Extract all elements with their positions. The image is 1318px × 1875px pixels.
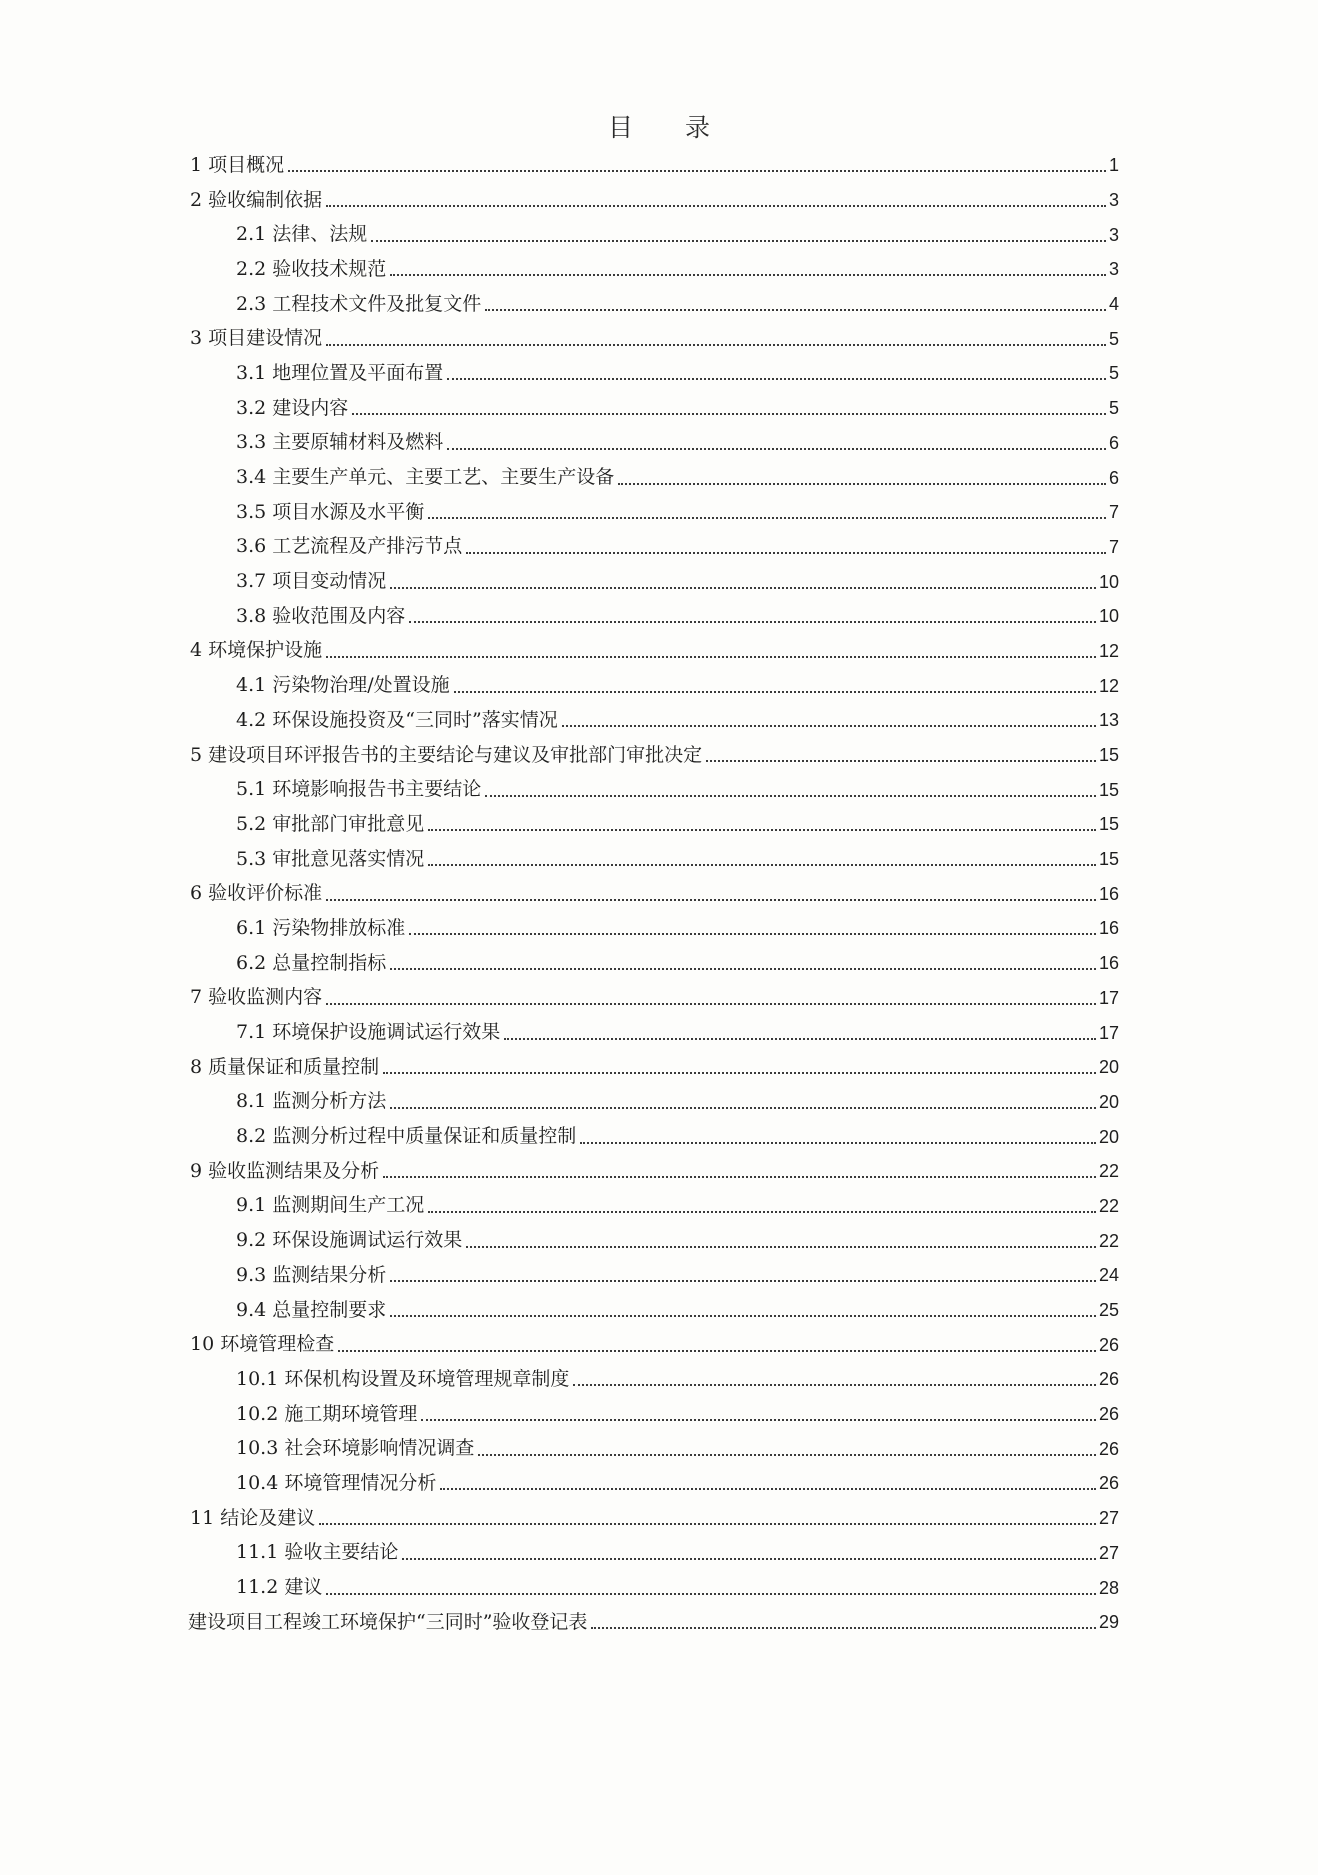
toc-entry-title: 验收评价标准: [208, 882, 323, 905]
toc-entry-title: 建设项目环评报告书的主要结论与建议及审批部门审批决定: [208, 743, 703, 766]
toc-entry: [0, 1293, 1119, 1328]
toc-entry: [0, 426, 1119, 461]
toc-entry-title: 监测分析过程中质量保证和质量控制: [272, 1125, 577, 1148]
toc-entry-number: 6.1: [236, 916, 273, 939]
toc-entry: [0, 911, 1119, 946]
toc-entry: [0, 876, 1119, 911]
toc-entry-page: 16: [1098, 883, 1119, 904]
toc-entry: [0, 530, 1119, 565]
dot-leader: [390, 274, 1106, 276]
toc-entry-title: 环境管理情况分析: [284, 1471, 437, 1494]
toc-entry-number: 9.2: [236, 1229, 273, 1252]
dot-leader: [562, 725, 1096, 727]
toc-entry: [0, 981, 1119, 1016]
toc-entry-page: 15: [1098, 814, 1119, 835]
toc-entry-page: 29: [1098, 1612, 1119, 1633]
toc-entry: [0, 1154, 1119, 1189]
toc-entry-title: 审批意见落实情况: [272, 847, 425, 870]
dot-leader: [390, 1315, 1096, 1317]
toc-entry-page: 7: [1108, 536, 1119, 557]
toc-entry-page: 25: [1098, 1300, 1119, 1321]
toc-entry-page: 24: [1098, 1265, 1119, 1286]
dot-leader: [466, 552, 1106, 554]
toc-entry-page: 20: [1098, 1091, 1119, 1112]
toc-entry-number: 2.3: [236, 292, 273, 315]
dot-leader: [326, 1593, 1096, 1595]
toc-entry-page: 10: [1098, 571, 1119, 592]
dot-leader: [478, 1454, 1096, 1456]
toc-entry-number: 3.1: [236, 361, 273, 384]
toc-entry-page: 16: [1098, 953, 1119, 974]
dot-leader: [326, 1003, 1096, 1005]
toc-entry-title: 建议: [284, 1576, 323, 1599]
toc-entry: [0, 287, 1119, 322]
toc-entry-page: 5: [1108, 398, 1119, 419]
toc-entry-page: 26: [1098, 1404, 1119, 1425]
toc-entry: [0, 1501, 1119, 1536]
toc-entry: [0, 564, 1119, 599]
toc-entry-title: 环保设施投资及“三同时”落实情况: [272, 708, 558, 731]
dot-leader: [428, 517, 1106, 519]
toc-entry-title: 工艺流程及产排污节点: [272, 535, 463, 558]
toc-entry-page: 20: [1098, 1057, 1119, 1078]
toc-entry-number: 3.4: [236, 466, 273, 489]
toc-entry-page: 10: [1098, 606, 1119, 627]
toc-entry-title: 审批部门审批意见: [272, 812, 425, 835]
toc-entry-page: 1: [1108, 155, 1119, 176]
toc-entry-number: 8.2: [236, 1125, 273, 1148]
toc-entry-number: 3.6: [236, 535, 273, 558]
toc-entry: [0, 252, 1119, 287]
toc-entry-title: 结论及建议: [220, 1506, 316, 1529]
toc-entry: [0, 217, 1119, 252]
toc-entry-page: 4: [1108, 294, 1119, 315]
toc-entry: [0, 183, 1119, 218]
dot-leader: [454, 691, 1096, 693]
toc-entry: [0, 460, 1119, 495]
toc-entry-page: 3: [1108, 190, 1119, 211]
toc-entry-page: 27: [1098, 1542, 1119, 1563]
toc-entry-title: 验收范围及内容: [272, 604, 406, 627]
toc-entry-number: 3.3: [236, 431, 273, 454]
toc-entry-number: 3.5: [236, 500, 273, 523]
toc-entry-page: 17: [1098, 1022, 1119, 1043]
dot-leader: [326, 205, 1106, 207]
toc-title: 目 录: [608, 113, 732, 142]
toc-entry-title: 环境保护设施调试运行效果: [272, 1021, 501, 1044]
toc-entry-title: 主要生产单元、主要工艺、主要生产设备: [272, 466, 615, 489]
toc-entry: [0, 1605, 1119, 1640]
toc-entry-page: 26: [1098, 1438, 1119, 1459]
dot-leader: [428, 829, 1096, 831]
toc-entry: [0, 703, 1119, 738]
toc-entry-number: 11.1: [236, 1541, 285, 1564]
toc-entry-number: 10.4: [236, 1471, 285, 1494]
toc-entry-number: 5.3: [236, 847, 273, 870]
toc-entry-page: 7: [1108, 502, 1119, 523]
dot-leader: [326, 656, 1096, 658]
toc-entry-number: 3.8: [236, 604, 273, 627]
toc-entry-number: 2.2: [236, 257, 273, 280]
toc-entry-title: 验收技术规范: [272, 257, 387, 280]
toc-entry: [0, 772, 1119, 807]
toc-entry-title: 总量控制指标: [272, 951, 387, 974]
toc-entry: [0, 391, 1119, 426]
dot-leader: [485, 309, 1106, 311]
toc-entry-number: 6: [190, 882, 209, 905]
toc-entry-number: 6.2: [236, 951, 273, 974]
toc-entry-title: 环境管理检查: [220, 1333, 335, 1356]
toc-entry: [0, 1570, 1119, 1605]
toc-entry-page: 12: [1098, 640, 1119, 661]
toc-entry-number: 10.3: [236, 1437, 285, 1460]
toc-entry: [0, 1015, 1119, 1050]
toc-entry-title: 环境保护设施: [208, 639, 323, 662]
dot-leader: [390, 1107, 1096, 1109]
toc-entry-number: 11: [190, 1506, 221, 1529]
dot-leader: [440, 1488, 1096, 1490]
toc-entry-title: 总量控制要求: [272, 1298, 387, 1321]
toc-entry-page: 3: [1108, 259, 1119, 280]
dot-leader: [706, 760, 1096, 762]
dot-leader: [580, 1142, 1096, 1144]
toc-entry-page: 5: [1108, 363, 1119, 384]
table-of-contents: [0, 148, 1318, 1640]
toc-entry-page: 26: [1098, 1473, 1119, 1494]
dot-leader: [326, 344, 1106, 346]
toc-entry-number: 3: [190, 327, 209, 350]
toc-entry: [0, 1189, 1119, 1224]
toc-entry-page: 3: [1108, 224, 1119, 245]
toc-entry-page: 26: [1098, 1334, 1119, 1355]
toc-entry: [0, 1258, 1119, 1293]
dot-leader: [288, 170, 1106, 172]
toc-entry-title: 验收监测内容: [208, 986, 323, 1009]
toc-entry-title: 环保设施调试运行效果: [272, 1229, 463, 1252]
toc-entry-title: 污染物排放标准: [272, 916, 406, 939]
toc-entry-title: 项目建设情况: [208, 327, 323, 350]
toc-entry-title: 验收主要结论: [284, 1541, 399, 1564]
dot-leader: [591, 1627, 1096, 1629]
dot-leader: [447, 378, 1106, 380]
toc-entry-number: 4.1: [236, 674, 273, 697]
toc-entry-title: 建设内容: [272, 396, 349, 419]
toc-entry-title: 项目水源及水平衡: [272, 500, 425, 523]
toc-entry-page: 17: [1098, 987, 1119, 1008]
toc-entry: [0, 842, 1119, 877]
dot-leader: [383, 1176, 1096, 1178]
toc-entry-number: 8: [190, 1055, 209, 1078]
dot-leader: [319, 1523, 1096, 1525]
toc-entry: [0, 1327, 1119, 1362]
toc-entry-number: 4: [190, 639, 209, 662]
toc-entry-title: 环境影响报告书主要结论: [272, 778, 482, 801]
toc-entry-number: 9: [190, 1159, 209, 1182]
toc-entry-title: 社会环境影响情况调查: [284, 1437, 475, 1460]
toc-entry: [0, 946, 1119, 981]
toc-entry: [0, 1397, 1119, 1432]
toc-entry: [0, 1466, 1119, 1501]
toc-entry: [0, 738, 1119, 773]
dot-leader: [447, 448, 1106, 450]
dot-leader: [326, 899, 1096, 901]
toc-entry: [0, 495, 1119, 530]
dot-leader: [466, 1246, 1096, 1248]
toc-entry-number: 8.1: [236, 1090, 273, 1113]
toc-entry: [0, 148, 1119, 183]
toc-entry-title: 质量保证和质量控制: [208, 1055, 380, 1078]
toc-entry-number: 1: [190, 153, 209, 176]
toc-entry-title: 地理位置及平面布置: [272, 361, 444, 384]
dot-leader: [618, 483, 1106, 485]
toc-entry: [0, 356, 1119, 391]
toc-entry: [0, 1362, 1119, 1397]
dot-leader: [390, 968, 1096, 970]
toc-entry-title: 主要原辅材料及燃料: [272, 431, 444, 454]
toc-entry-page: 15: [1098, 849, 1119, 870]
dot-leader: [573, 1384, 1096, 1386]
toc-entry-title: 项目变动情况: [272, 570, 387, 593]
toc-entry-page: 13: [1098, 710, 1119, 731]
dot-leader: [390, 1280, 1096, 1282]
toc-entry-title: 施工期环境管理: [284, 1402, 418, 1425]
dot-leader: [383, 1072, 1096, 1074]
toc-entry: [0, 1119, 1119, 1154]
toc-entry-number: 5.1: [236, 778, 273, 801]
toc-entry-page: 20: [1098, 1126, 1119, 1147]
dot-leader: [504, 1038, 1096, 1040]
toc-entry-title: 验收编制依据: [208, 188, 323, 211]
toc-entry: [0, 668, 1119, 703]
toc-entry-number: 10.1: [236, 1367, 285, 1390]
toc-entry: [0, 634, 1119, 669]
toc-entry: [0, 1536, 1119, 1571]
dot-leader: [421, 1419, 1096, 1421]
toc-entry-title: 法律、法规: [272, 223, 368, 246]
toc-entry-title: 项目概况: [208, 153, 285, 176]
toc-entry: [0, 321, 1119, 356]
toc-entry-number: 2: [190, 188, 209, 211]
dot-leader: [371, 240, 1106, 242]
toc-entry-page: 12: [1098, 675, 1119, 696]
toc-entry-title: 环保机构设置及环境管理规章制度: [284, 1367, 570, 1390]
dot-leader: [428, 864, 1096, 866]
toc-entry-number: 10.2: [236, 1402, 285, 1425]
toc-entry: [0, 599, 1119, 634]
toc-entry-title: 监测结果分析: [272, 1263, 387, 1286]
toc-entry-number: 5: [190, 743, 209, 766]
toc-entry: [0, 1085, 1119, 1120]
dot-leader: [390, 587, 1096, 589]
toc-entry-number: 9.3: [236, 1263, 273, 1286]
dot-leader: [352, 413, 1106, 415]
toc-entry-page: 6: [1108, 467, 1119, 488]
toc-entry-page: 22: [1098, 1161, 1119, 1182]
dot-leader: [338, 1350, 1096, 1352]
toc-entry-page: 22: [1098, 1230, 1119, 1251]
toc-entry: [0, 1050, 1119, 1085]
toc-entry-number: 7.1: [236, 1021, 273, 1044]
toc-entry-number: 9.4: [236, 1298, 273, 1321]
toc-entry: [0, 807, 1119, 842]
toc-entry-title: 监测期间生产工况: [272, 1194, 425, 1217]
toc-entry-number: 2.1: [236, 223, 273, 246]
toc-entry-page: 16: [1098, 918, 1119, 939]
toc-entry-page: 15: [1098, 779, 1119, 800]
toc-entry: [0, 1223, 1119, 1258]
toc-entry-number: 5.2: [236, 812, 273, 835]
toc-entry-page: 27: [1098, 1508, 1119, 1529]
toc-entry-page: 5: [1108, 328, 1119, 349]
toc-entry-number: 9.1: [236, 1194, 273, 1217]
toc-entry-title: 监测分析方法: [272, 1090, 387, 1113]
toc-entry-title: 验收监测结果及分析: [208, 1159, 380, 1182]
dot-leader: [402, 1558, 1096, 1560]
toc-entry-number: 3.7: [236, 570, 273, 593]
toc-entry-number: 7: [190, 986, 209, 1009]
toc-entry-number: 11.2: [236, 1576, 285, 1599]
toc-entry-title: 工程技术文件及批复文件: [272, 292, 482, 315]
toc-entry-number: 3.2: [236, 396, 273, 419]
toc-entry-number: 4.2: [236, 708, 273, 731]
toc-entry-page: 6: [1108, 432, 1119, 453]
dot-leader: [409, 621, 1096, 623]
toc-entry-page: 15: [1098, 745, 1119, 766]
toc-entry-page: 22: [1098, 1195, 1119, 1216]
toc-entry-page: 26: [1098, 1369, 1119, 1390]
dot-leader: [409, 933, 1096, 935]
dot-leader: [428, 1211, 1096, 1213]
dot-leader: [485, 795, 1096, 797]
toc-entry-page: 28: [1098, 1577, 1119, 1598]
toc-entry-title: 污染物治理/处置设施: [272, 674, 450, 697]
toc-entry-number: 10: [190, 1333, 221, 1356]
toc-entry: [0, 1431, 1119, 1466]
toc-entry-title: 建设项目工程竣工环境保护“三同时”验收登记表: [188, 1610, 588, 1633]
